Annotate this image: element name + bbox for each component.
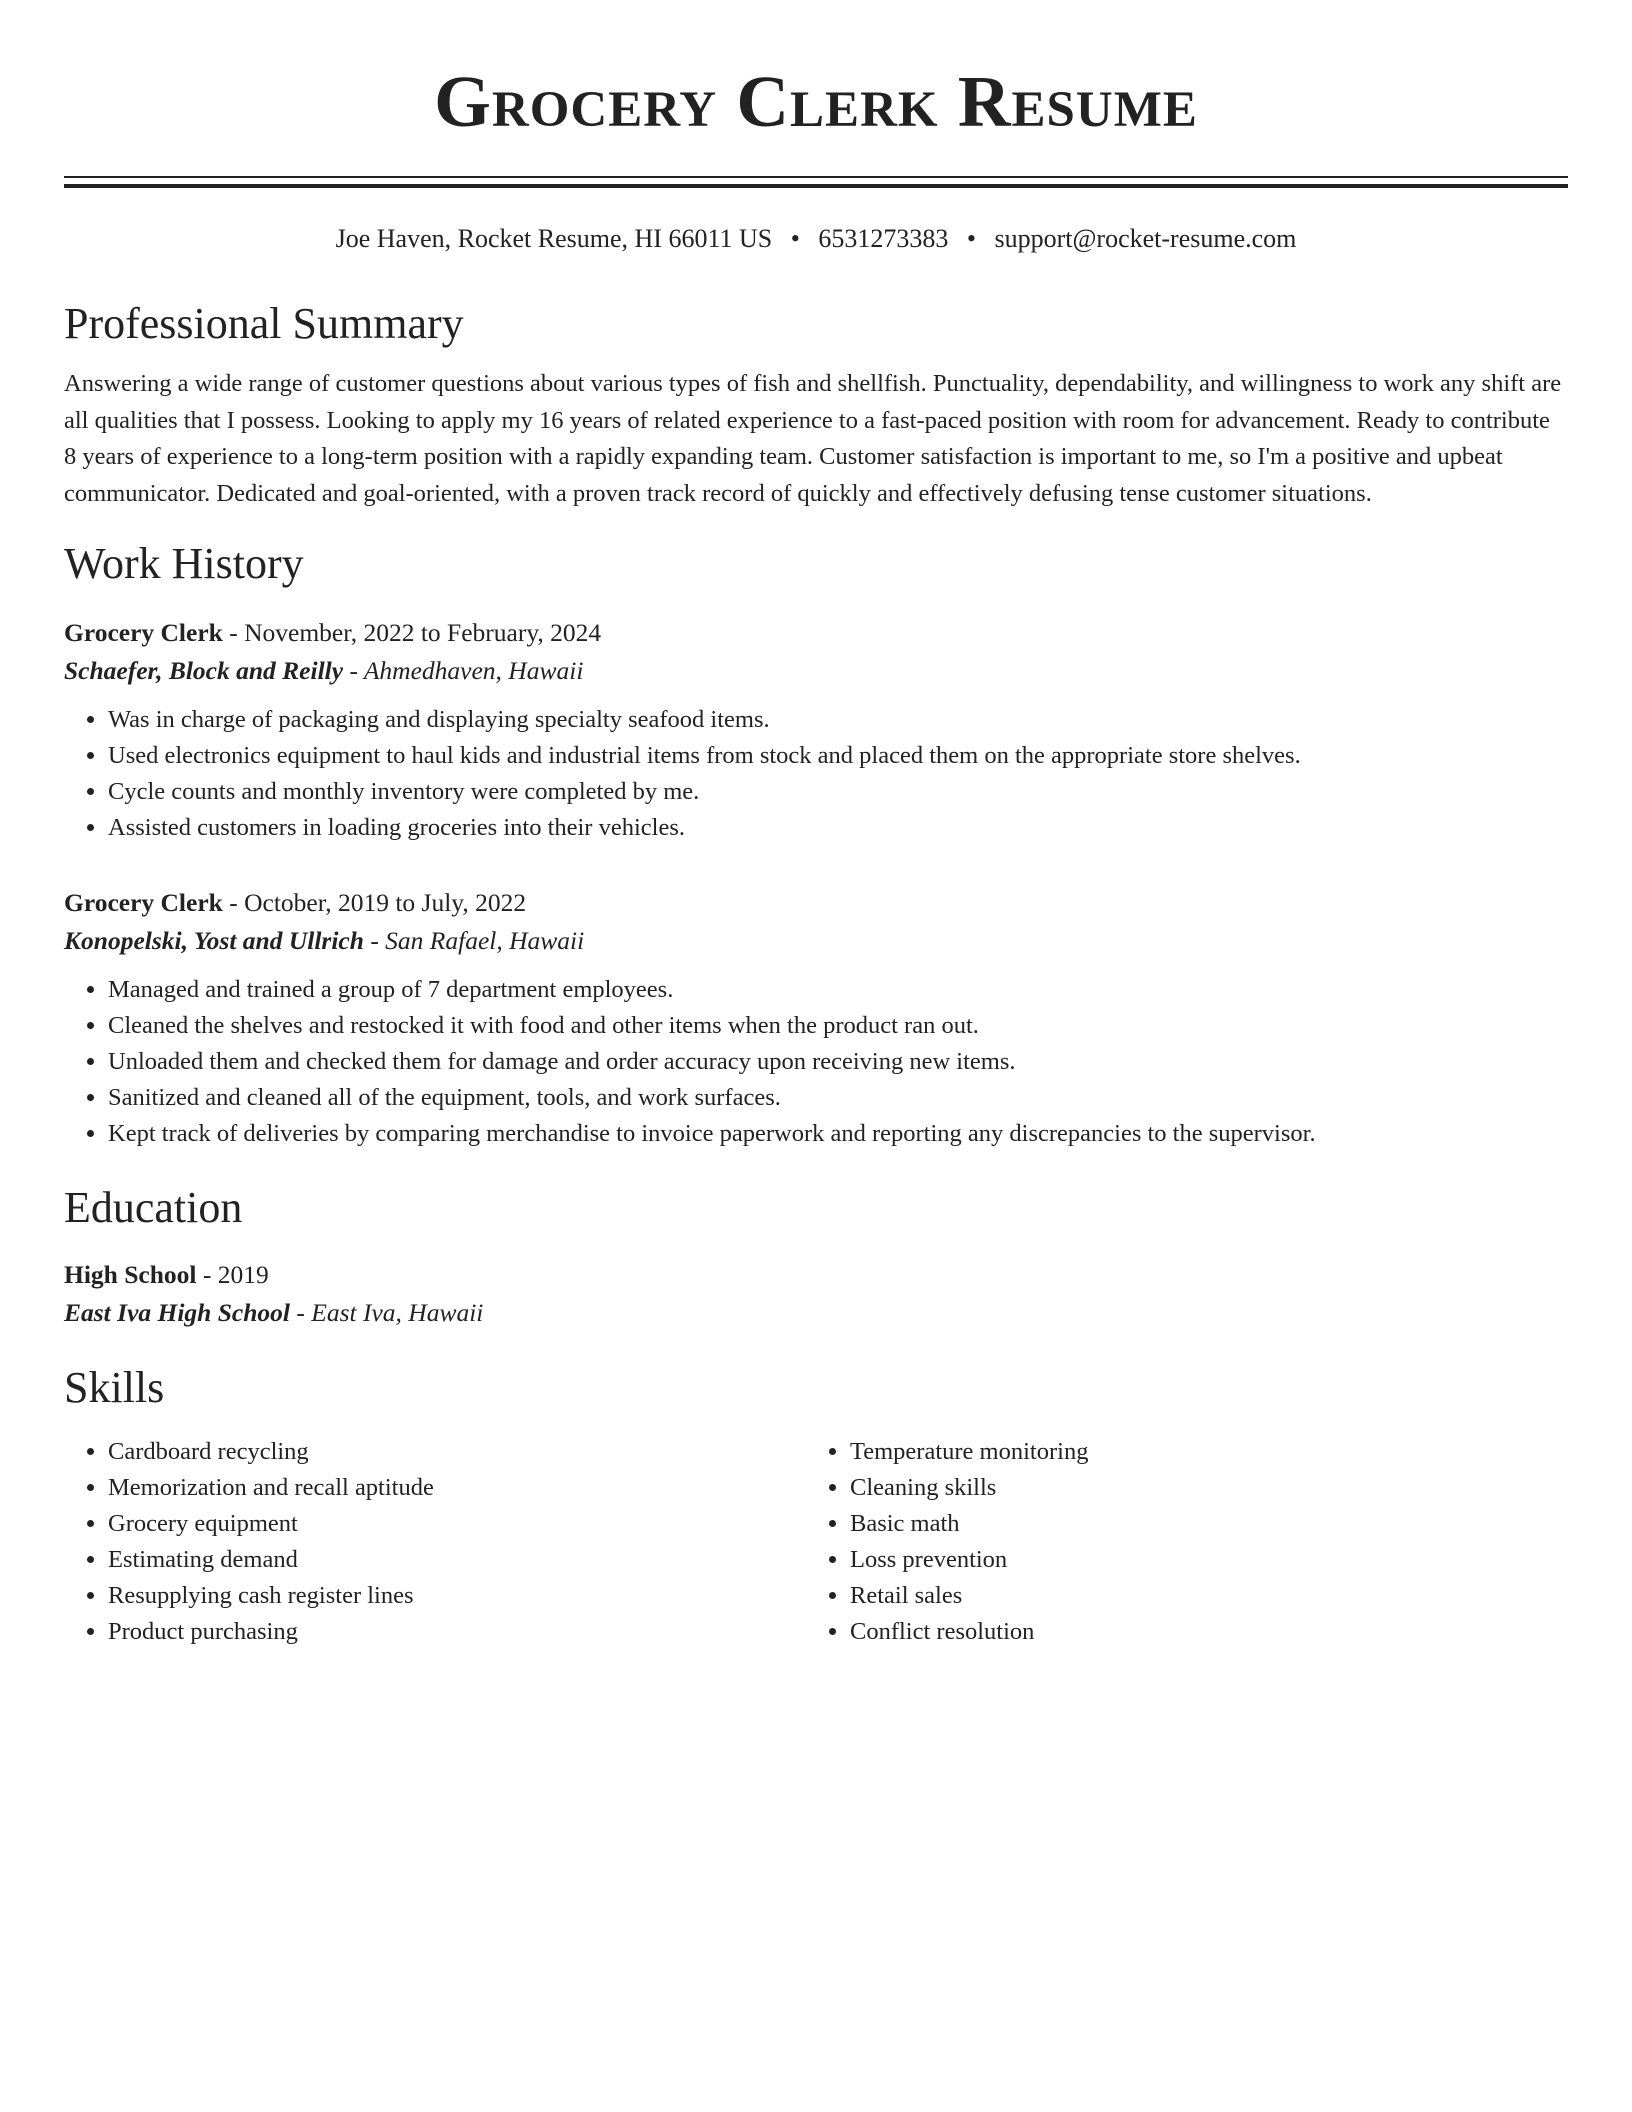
company-name: Schaefer, Block and Reilly [64, 656, 344, 685]
contact-address: Joe Haven, Rocket Resume, HI 66011 US [335, 224, 773, 253]
job-dates: - October, 2019 to July, 2022 [222, 888, 527, 917]
duty-item: • Was in charge of packaging and displaying specialty seafood items. [108, 702, 1568, 738]
degree-line [64, 1256, 1568, 1294]
skill-item: • Retail sales [850, 1578, 1568, 1614]
skill-item: • Basic math [850, 1506, 1568, 1542]
summary-heading: Professional Summary [64, 299, 464, 348]
school-name: East Iva High School [64, 1298, 291, 1327]
skill-item: • Memorization and recall aptitude [108, 1470, 806, 1506]
divider-line-thick [64, 184, 1568, 188]
duty-item: • Cycle counts and monthly inventory were completed by me. [108, 774, 1568, 810]
education-heading: Education [64, 1183, 243, 1232]
title-divider [64, 176, 1568, 188]
job-dates: - November, 2022 to February, 2024 [222, 618, 602, 647]
job-title: Grocery Clerk [64, 888, 223, 917]
duty-item: • Sanitized and cleaned all of the equipment, tools, and work surfaces. [108, 1080, 1568, 1116]
skill-item: • Conflict resolution [850, 1614, 1568, 1650]
resume-title: Grocery Clerk Resume [434, 61, 1198, 142]
company-line [64, 652, 1568, 690]
job-duties [64, 702, 1568, 846]
company-location: - San Rafael, Hawaii [363, 926, 585, 955]
contact-separator: • [966, 224, 976, 253]
education-entry [64, 1256, 1568, 1332]
job-duties [64, 972, 1568, 1152]
skill-item: • Resupplying cash register lines [108, 1578, 806, 1614]
work-history-heading: Work History [64, 539, 304, 588]
skills-list [64, 1434, 1568, 1650]
skills-column-right [806, 1434, 1568, 1650]
contact-line [64, 222, 1568, 256]
skill-item: • Temperature monitoring [850, 1434, 1568, 1470]
duty-item: • Used electronics equipment to haul kids and industrial items from stock and placed them on the appropriate store shelves. [108, 738, 1568, 774]
degree-name: High School [64, 1260, 197, 1289]
skills-heading: Skills [64, 1363, 165, 1412]
divider-line-thin [64, 176, 1568, 178]
skill-item: • Loss prevention [850, 1542, 1568, 1578]
contact-separator: • [790, 224, 800, 253]
skill-item: • Estimating demand [108, 1542, 806, 1578]
school-location: - East Iva, Hawaii [290, 1298, 484, 1327]
contact-phone: 6531273383 [818, 224, 949, 253]
job-title: Grocery Clerk [64, 618, 223, 647]
school-line [64, 1294, 1568, 1332]
duty-item: • Unloaded them and checked them for damage and order accuracy upon receiving new items. [108, 1044, 1568, 1080]
job-title-line [64, 884, 1568, 922]
skills-column-left [64, 1434, 806, 1650]
company-name: Konopelski, Yost and Ullrich [64, 926, 364, 955]
skill-item: • Grocery equipment [108, 1506, 806, 1542]
job-title-line [64, 614, 1568, 652]
skill-item: • Cardboard recycling [108, 1434, 806, 1470]
duty-item: • Kept track of deliveries by comparing merchandise to invoice paperwork and reporting any discrepancies to the supervisor. [108, 1116, 1568, 1152]
contact-email: support@rocket-resume.com [994, 224, 1297, 253]
skill-item: • Cleaning skills [850, 1470, 1568, 1506]
job-entry [64, 614, 1568, 846]
duty-item: • Cleaned the shelves and restocked it with food and other items when the product ran out. [108, 1008, 1568, 1044]
duty-item: • Managed and trained a group of 7 department employees. [108, 972, 1568, 1008]
duty-item: • Assisted customers in loading groceries into their vehicles. [108, 810, 1568, 846]
summary-text: Answering a wide range of customer questions about various types of fish and shellfish. Punctuality, dependability, and willingness to work any shift are all qualities that I possess. Looking to apply my 16 years of related experience to a fast-paced position with room for advancement. Ready to contribute 8 years of experience to a long-term position with a rapidly expanding team. Customer satisfaction is important to me, so I'm a positive and upbeat communicator. Dedicated and goal-oriented, with a proven track record of quickly and effectively defusing tense customer situations. [64, 370, 1562, 507]
company-location: - Ahmedhaven, Hawaii [343, 656, 584, 685]
degree-year: - 2019 [196, 1260, 269, 1289]
skill-item: • Product purchasing [108, 1614, 806, 1650]
company-line [64, 922, 1568, 960]
job-entry [64, 884, 1568, 1152]
